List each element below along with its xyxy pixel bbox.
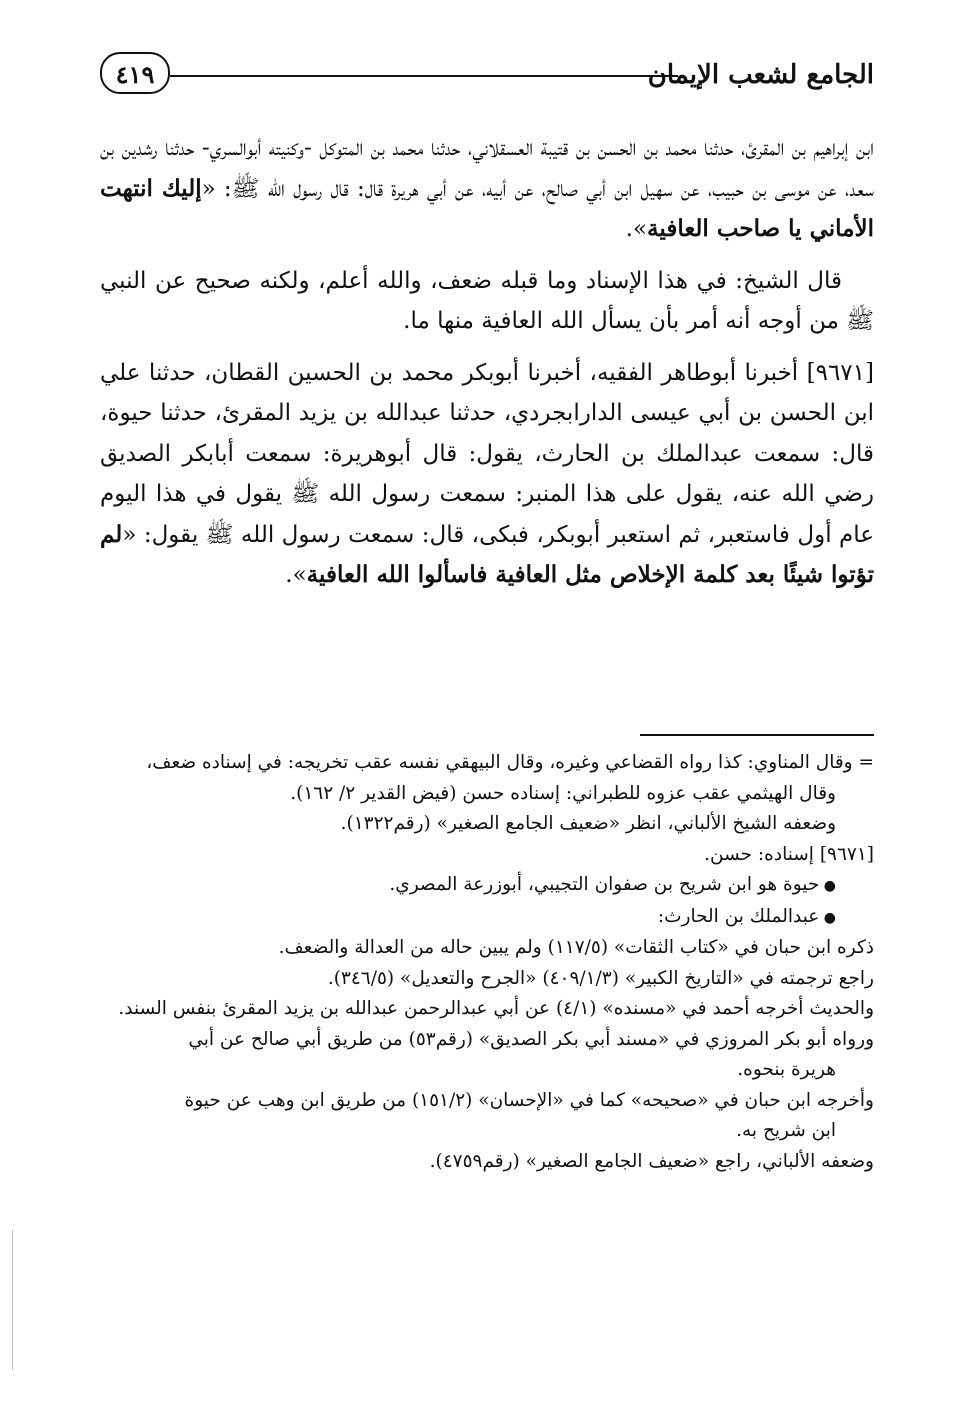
footnote-bullet: ● عبدالملك بن الحارث: xyxy=(100,902,874,934)
paragraph-3-end: ». xyxy=(285,562,307,588)
footnote-line: راجع ترجمته في «التاريخ الكبير» (٤٠٩/١/٣) «الجرح والتعديل» (٣٤٦/٥). xyxy=(327,967,874,989)
footnote-bullet: ● حيوة هو ابن شريح بن صفوان التجيبي، أبوزرعة المصري. xyxy=(100,870,874,902)
main-text xyxy=(100,128,874,607)
paragraph-1-text: ابن إبراهيم بن المقرئ، حدثنا محمد بن الحسن بن قتيبة العسقلاني، حدثنا محمد بن المتوكل -وكنيته أبوالسري- حدثنا رشدين بن سعد، عن موسى بن حبيب، عن سهيل ابن أبي صالح، عن أبيه، عن أبي هريرة قال: قال رسول الله ﷺ: « xyxy=(100,135,874,202)
footnote-line: ذكره ابن حبان في «كتاب الثقات» (١١٧/٥) ولم يبين حاله من العدالة والضعف. xyxy=(278,937,874,958)
hadith-quote-2: لم تؤتوا شيئًا بعد كلمة الإخلاص مثل العافية فاسألوا الله العافية xyxy=(100,520,874,588)
paragraph-3 xyxy=(100,353,874,596)
scan-edge-mark xyxy=(12,1230,13,1370)
hadith-quote-1: إليك انتهت الأماني يا صاحب العافية xyxy=(100,174,874,242)
paragraph-1-end: ». xyxy=(625,216,648,242)
page-header xyxy=(100,48,874,102)
paragraph-3-text: [٩٦٧١] أخبرنا أبوطاهر الفقيه، أخبرنا أبوبكر محمد بن الحسين القطان، حدثنا علي ابن الحسن بن أبي عيسى الدارابجردي، حدثنا عبدالله بن يزيد المقرئ، حدثنا حيوة، قال: سمعت عبدالملك بن الحارث، يقول: قال أبوهريرة: سمعت أبابكر الصديق رضي الله عنه، يقول على هذا المنبر: سمعت رسول الله ﷺ يقول في هذا اليوم عام أول فاستعبر، ثم استعبر أبوبكر، فبكى، قال: سمعت رسول الله ﷺ يقول: « xyxy=(100,359,874,548)
footnote-line: ابن شريح به. xyxy=(736,1120,836,1141)
footnote-line: وأخرجه ابن حبان في «صحيحه» كما في «الإحسان» (١٥١/٢) من طريق ابن وهب عن حيوة xyxy=(184,1089,874,1111)
footnote-line: وقال الهيثمي عقب عزوه للطبراني: إسناده حسن (فيض القدير ٢/ ١٦٢). xyxy=(290,782,836,804)
footnote-line: [٩٦٧١] إسناده: حسن. xyxy=(704,843,874,865)
paragraph-2: قال الشيخ: في هذا الإسناد وما قبله ضعف، والله أعلم، ولكنه صحيح عن النبي ﷺ من أوجه أنه أمر بأن يسأل الله العافية منها ما. xyxy=(100,267,874,334)
running-title: الجامع لشعب الإيمان xyxy=(647,60,874,90)
footnote-line: وضعفه الألباني، راجع «ضعيف الجامع الصغير» (رقم٤٧٥٩). xyxy=(429,1150,874,1172)
page-number: ٤١٩ xyxy=(100,52,170,94)
footnote-line: والحديث أخرجه أحمد في «مسنده» (٤/١) عن أبي عبدالرحمن عبدالله بن يزيد المقرئ بنفس السند. xyxy=(118,998,874,1019)
footnote-line: وضعفه الشيخ الألباني، انظر «ضعيف الجامع الصغير» (رقم١٣٢٢). xyxy=(340,813,836,834)
footnote-line: هريرة بنحوه. xyxy=(737,1059,836,1080)
footnote-line: ورواه أبو بكر المروزي في «مسند أبي بكر الصديق» (رقم٥٣) من طريق أبي صالح عن أبي xyxy=(188,1028,874,1050)
footnote-divider xyxy=(640,734,874,736)
footnote-line: = وقال المناوي: كذا رواه القضاعي وغيره، وقال البيهقي نفسه عقب تخريجه: في إسناده ضعف، xyxy=(146,752,874,773)
footnotes xyxy=(100,748,874,1177)
paragraph-1 xyxy=(100,128,874,250)
header-rule xyxy=(170,75,678,77)
